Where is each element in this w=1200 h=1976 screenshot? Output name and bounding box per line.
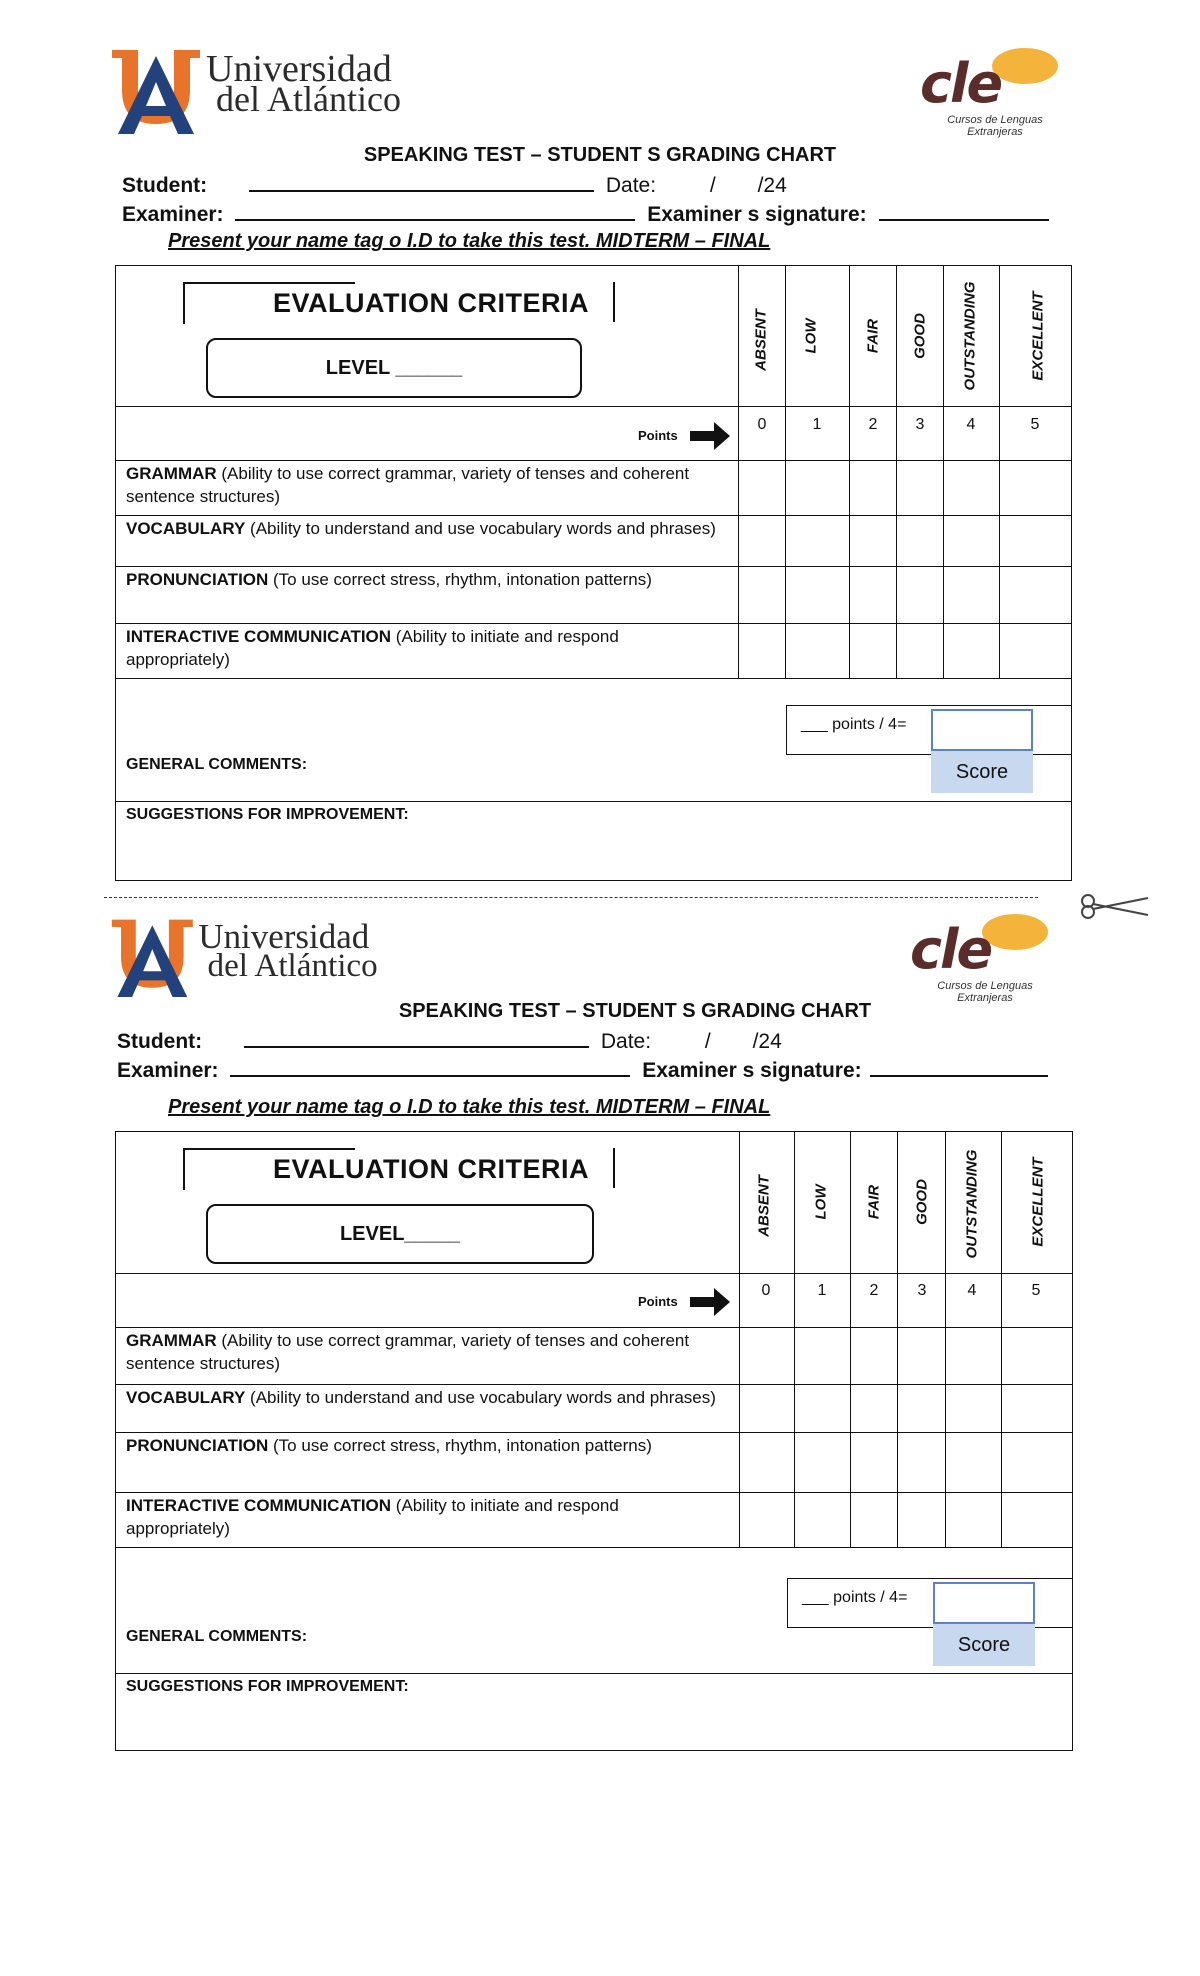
university-name-line1: Universidad [198, 917, 370, 957]
eval-bracket-right [613, 282, 615, 322]
cle-wordmark: cle [910, 918, 992, 981]
score-label: Score [933, 1624, 1035, 1666]
points-5: 5 [1030, 416, 1040, 433]
criterion-vocabulary: VOCABULARY (Ability to understand and use vocabulary words and phrases) [126, 519, 716, 538]
grading-sheet-top [0, 0, 1200, 880]
level-box[interactable] [206, 338, 582, 398]
score-input[interactable] [931, 709, 1033, 751]
suggestions-label: SUGGESTIONS FOR IMPROVEMENT: [126, 1678, 409, 1695]
cle-sun-icon [982, 914, 1048, 950]
points-2: 2 [868, 416, 878, 433]
form-title: SPEAKING TEST – STUDENT S GRADING CHART [363, 144, 837, 166]
student-name-field[interactable] [249, 172, 594, 192]
examiner-row [122, 201, 1049, 227]
universidad-logo [110, 916, 414, 999]
present-id-note: Present your name tag o I.D to take this test. MIDTERM – FINAL [168, 1096, 771, 1118]
suggestions-label: SUGGESTIONS FOR IMPROVEMENT: [126, 806, 409, 823]
examiner-label: Examiner: [117, 1059, 219, 1082]
signature-label: Examiner s signature: [647, 203, 867, 226]
date-separator: / [709, 174, 716, 197]
signature-field[interactable] [879, 201, 1049, 221]
criterion-pronunciation: PRONUNCIATION (To use correct stress, rhythm, intonation patterns) [126, 1436, 652, 1455]
examiner-label: Examiner: [122, 203, 224, 226]
grading-sheet-bottom [0, 868, 1200, 1748]
level-box[interactable] [206, 1204, 594, 1264]
level-label: LEVEL_____ [339, 1222, 461, 1245]
points-0: 0 [761, 1282, 771, 1299]
evaluation-table: EVALUATION CRITERIA LEVEL_____ ABSENT LOW FAIR GOOD OUTSTANDING EXCELLENT Points 0 1 2 3 4 5 GRAMMAR (Ability to use correct grammar, variety of tenses and coherent sentence structures) VOCABULARY (Ability to understand and use vocabulary words and phrases) PRONUNCIATION (To use correct stress, rhythm, intonation patterns) INTERACTIVE COMMUNICATION (Ability to initiate and respond appropriately) ___ points / 4= Score GENERAL COMMENTS: SUGGESTIONS FOR IMPROVEMENT: [115, 1131, 1073, 1751]
date-label: Date: [605, 174, 657, 197]
criterion-vocabulary: VOCABULARY (Ability to understand and use vocabulary words and phrases) [126, 1388, 716, 1407]
cle-subtitle-line1: Cursos de Lenguas [937, 980, 1033, 992]
cle-logo [916, 42, 1076, 142]
points-formula: ___ points / 4= [802, 1589, 908, 1606]
cle-logo [906, 908, 1066, 1008]
examiner-row [117, 1057, 1048, 1083]
level-label: LEVEL ______ [325, 356, 463, 379]
score-input[interactable] [933, 1582, 1035, 1624]
points-5: 5 [1031, 1282, 1041, 1299]
university-name-line2: del Atlántico [216, 79, 401, 119]
student-row [117, 1028, 782, 1054]
points-label: Points [638, 428, 678, 443]
cle-subtitle-line1: Cursos de Lenguas [947, 114, 1043, 126]
criterion-grammar: GRAMMAR (Ability to use correct grammar, variety of tenses and coherent sentence structures) [126, 464, 690, 506]
points-3: 3 [917, 1282, 927, 1299]
date-year: /24 [757, 174, 787, 197]
university-name-line2: del Atlántico [207, 946, 378, 984]
university-name-line1: Universidad [206, 48, 392, 90]
signature-label: Examiner s signature: [642, 1059, 862, 1082]
cle-subtitle-line2: Extranjeras [957, 992, 1013, 1004]
present-id-note: Present your name tag o I.D to take this test. MIDTERM – FINAL [168, 230, 771, 252]
ua-logo-icon [110, 46, 210, 136]
cle-subtitle-line2: Extranjeras [967, 126, 1023, 138]
points-2: 2 [869, 1282, 879, 1299]
form-title: SPEAKING TEST – STUDENT S GRADING CHART [398, 1000, 872, 1022]
criterion-grammar: GRAMMAR (Ability to use correct grammar, variety of tenses and coherent sentence structures) [126, 1331, 690, 1373]
examiner-name-field[interactable] [235, 201, 635, 221]
student-name-field[interactable] [244, 1028, 589, 1048]
date-year: /24 [752, 1030, 782, 1053]
score-label: Score [931, 751, 1033, 793]
points-label: Points [638, 1294, 678, 1309]
student-row [122, 172, 787, 198]
student-label: Student: [122, 174, 208, 197]
ua-logo-icon [110, 916, 202, 999]
universidad-logo [110, 46, 440, 136]
criterion-pronunciation: PRONUNCIATION (To use correct stress, rhythm, intonation patterns) [126, 570, 652, 589]
cle-wordmark: cle [920, 52, 1002, 115]
criterion-interactive-communication: INTERACTIVE COMMUNICATION (Ability to initiate and respond appropriately) [126, 1496, 619, 1538]
evaluation-title: EVALUATION CRITERIA [273, 1154, 589, 1184]
evaluation-title: EVALUATION CRITERIA [273, 288, 589, 318]
arrow-right-icon [690, 1288, 730, 1316]
points-3: 3 [915, 416, 925, 433]
general-comments-label: GENERAL COMMENTS: [126, 756, 308, 773]
arrow-right-icon [690, 422, 730, 450]
points-4: 4 [966, 416, 976, 433]
points-0: 0 [757, 416, 767, 433]
evaluation-table: EVALUATION CRITERIA LEVEL ______ ABSENT LOW FAIR GOOD OUTSTANDING EXCELLENT Points 0 1 2 3 4 5 GRAMMAR (Ability to use correct grammar, variety of tenses and coherent sentence structures) VOCABULARY (Ability to understand and use vocabulary words and phrases) PRONUNCIATION (To use correct stress, rhythm, intonation patterns) INTERACTIVE COMMUNICATION (Ability to initiate and respond appropriately) ___ points / 4= Score GENERAL COMMENTS: SUGGESTIONS FOR IMPROVEMENT: [115, 265, 1072, 881]
points-4: 4 [967, 1282, 977, 1299]
cle-sun-icon [992, 48, 1058, 84]
points-1: 1 [817, 1282, 827, 1299]
student-label: Student: [117, 1030, 203, 1053]
signature-field[interactable] [870, 1057, 1048, 1077]
points-formula: ___ points / 4= [801, 716, 907, 733]
examiner-name-field[interactable] [230, 1057, 630, 1077]
eval-bracket-right [613, 1148, 615, 1188]
cle-subtitle [920, 114, 1070, 138]
points-1: 1 [812, 416, 822, 433]
date-separator: / [704, 1030, 711, 1053]
date-label: Date: [600, 1030, 652, 1053]
general-comments-label: GENERAL COMMENTS: [126, 1628, 308, 1645]
criterion-interactive-communication: INTERACTIVE COMMUNICATION (Ability to initiate and respond appropriately) [126, 627, 619, 669]
